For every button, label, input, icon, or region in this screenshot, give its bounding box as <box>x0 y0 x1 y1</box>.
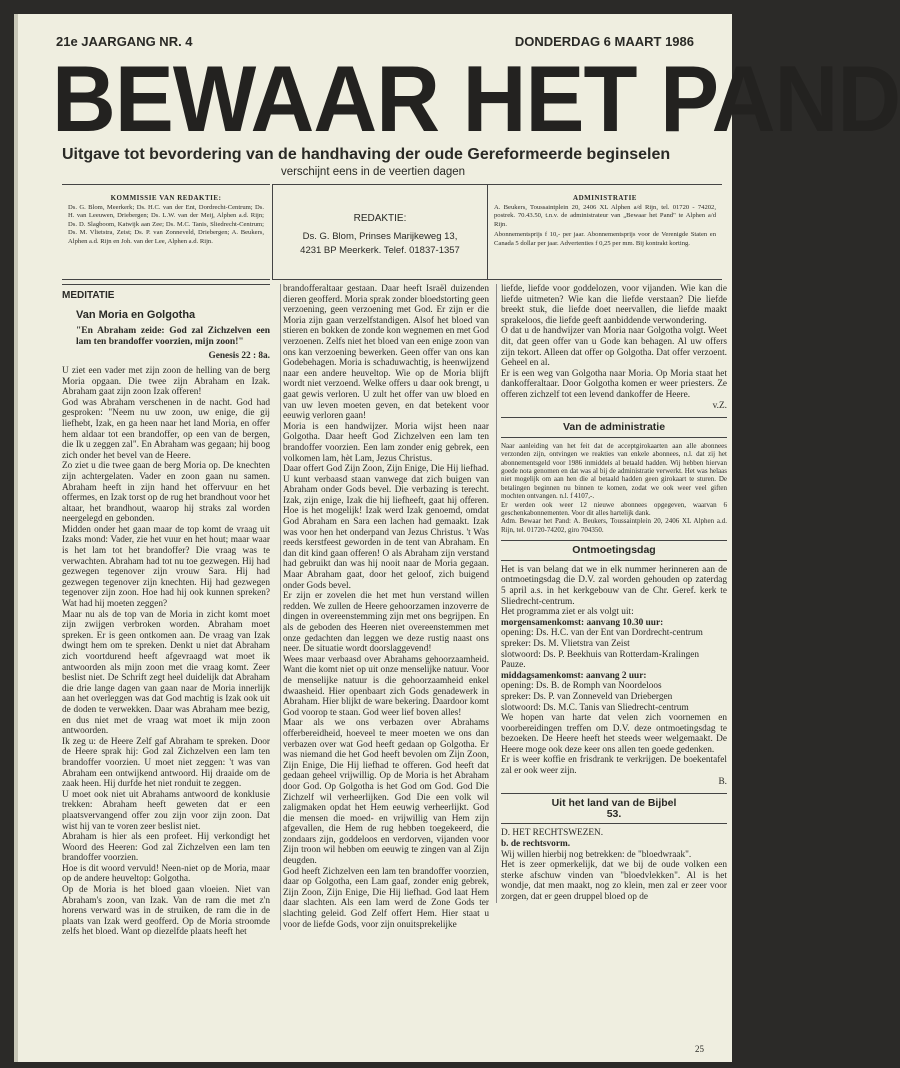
administratie-box <box>488 184 722 280</box>
program-intro: Het programma ziet er als volgt uit: <box>501 607 634 618</box>
meditatie-reference: Genesis 22 : 8a. <box>208 351 270 362</box>
ontmoetingsdag-intro: Het is van belang dat we in elk nummer herinneren aan de ontmoetingsdag die D.V. zal worden gehouden op zaterdag 5 april a.s. in het kerkgebouw van de Chr. Geref. kerk te Sliedrecht-centrum. <box>501 564 727 607</box>
paragraph: liefde, liefde voor goddelozen, voor vijanden. Wie kan die liefde uitmeten? Wie kan die liefde verstaan? Die liefde breekt stuk, die liefde doet neervallen, die liefde maakt sprakeloos, die liefde geeft aanbiddende verwondering. <box>501 284 727 326</box>
bijbel-heading: D. HET RECHTSWEZEN. <box>501 828 604 839</box>
redactie-title: REDAKTIE: <box>353 213 407 224</box>
admin-article-title: Van de administratie <box>501 417 727 438</box>
paragraph: U kunt verbaasd staan vanwege dat zich buigen van Abraham onder Gods bevel. Die verbazing is terecht. Izak, zijn enige, Izak die hij liefheeft, gaat hij offeren. Hoe is het mogelijk! Izak werd Izak genoemd, omdat God Abraham en Sara een lachen had gemaakt. Izak was voor hen het onderpand van Jezus Christus. 't Was reeds kerstfeest geworden in de tent van Abraham. En dan dit kind gaan offeren! O als Abraham zijn verstand had gebruikt dan was hij nooit naar de Moria gegaan. Maar Abraham gaat, door het geloof, zich buigend onder Gods bevel. <box>283 474 489 591</box>
admin-article-address: Adm. Bewaar het Pand: A. Beukers, Toussaintplein 20, 2406 XL Alphen a.d. Rijn, tel. 01720-74202, giro 704350. <box>501 517 727 534</box>
paragraph: Midden onder het gaan maar de top komt de vraag uit Izaks mond: Vader, zie het vuur en het hout; maar waar is het lam tot het brandoffer? Die vraag was te verwachten. Abraham had tot nu toe gezwegen. Hij had gezwegen tegenover zijn vrouw Sara. Hij had gezwegen tegenover zijn knechten. Hij had gezwegen tegenover zijn zoon. Hoe had hij ook kunnen spreken? Wat had hij moeten zeggen? <box>62 524 270 610</box>
column-1 <box>62 284 270 938</box>
newspaper-page <box>14 14 900 1062</box>
paragraph: Daar offert God Zijn Zoon, Zijn Enige, Die Hij liefhad. <box>283 464 489 475</box>
paragraph: Maar als we ons verbazen over Abrahams offerbereidheid, hoeveel te meer moeten we ons dan verbazen over wat God heeft gedaan op Golgotha. Er was niemand die het God heeft bevolen om Zijn Zoon, Zijn Enige, Die Hij liefhad te offeren. God heeft dat gedaan geheel vrijwillig. Op de Moria is het Abraham door God. Op Golgotha is het God om God. God Die Zichzelf wil verheerlijken. God Die een volk wil zaligmaken opdat het Hem eeuwig verheerlijkt. God die mensen die moed- en vrijwillig van Hem zijn afgevallen, die Hem de rug hebben toegekeerd, die zondaars zijn, goddeloos en verdorven, vijanden voor Zijn troon wil hebben om eeuwig te zingen van al Zijn deugden. <box>283 718 489 867</box>
meditatie-signature: v.Z. <box>712 400 727 411</box>
meditatie-section-label: MEDITATIE <box>62 284 270 302</box>
program-item: opening: Ds. B. de Romph van Noordeloos <box>501 681 662 692</box>
column-3 <box>496 284 727 903</box>
admin-article-text: Naar aanleiding van het feit dat de acceptgirokaarten aan alle abonnees verzonden zijn, ontvingen we reakties van enkele abonnees, n.l. dat zij het abonnementsgeld voor 1986 inmiddels al betaald hadden. Wij hebben hiervan goede nota genomen en dat was al bij de administratie verwerkt. Het was helaas niet mogelijk om aan hen die al betaald hadden geen girokaart te sturen. De betalingen beginnen nu binnen te komen, zodat we ook weer veel giften mochten ontvangen. n.l. f 4107,-. <box>501 441 727 501</box>
commissie-text: Ds. G. Blom, Meerkerk; Ds. H.C. van der Ent, Dordrecht-Centrum; Ds. H. van Leeuwen, Driebergen; Ds. L.W. van der Meij, Alphen a.d. Rijn; Ds. D. Slagboom, Katwijk aan Zee; Ds. M.C. Tanis, Sliedrecht-Centrum; Ds. M. Vlietstra, Zeist; Ds. P. van Zonneveld, Driebergen; A. Beukers, Alphen a.d. Rijn en Joh. van der Lee, Alphen a.d. Rijn. <box>68 204 264 245</box>
redactie-box <box>272 184 488 280</box>
program-afternoon <box>501 671 727 682</box>
paragraph: Ik zeg u: de Heere Zelf gaf Abraham te spreken. Door de Heere sprak hij: God zal Zichzelven een lam ten brandoffer voorzien. U moet niet zeggen: 't was van Abraham een ontwijkend antwoord. Hij draaide om de zaak heen. Hij durfde het niet ronduit te zeggen. <box>62 736 270 790</box>
ontmoetingsdag-title: Ontmoetingsdag <box>501 540 727 561</box>
paragraph: Zo ziet u die twee gaan de berg Moria op. De knechten zijn achtergelaten. Vader en zoon gaan nu samen. Abraham heeft in zijn hand het offervuur en het offermes, en Izak torst op de rug het brandhout voor het altaar, het brandhout, waarop hij straks zal worden neergelegd en gebonden. <box>62 461 270 525</box>
publication-frequency: verschijnt eens in de veertien dagen <box>280 166 466 178</box>
ontmoetingsdag-closing: We hopen van harte dat velen zich voornemen en voorbereidingen treffen om D.V. deze ontmoetingsdag te bezoeken. De Heere heeft het steeds weer welgemaakt. De Heere moge ook deze keer ons allen ten goede gedenken. <box>501 713 727 755</box>
issue-date: DONDERDAG 6 MAART 1986 <box>514 34 694 49</box>
program-morning-label: morgensamenkomst: aanvang 10.30 uur: <box>501 617 664 628</box>
meditatie-quote: "En Abraham zeide: God zal Zichzelven een lam ten brandoffer voorzien, mijn zoon!" <box>76 326 270 347</box>
redactie-line1: Ds. G. Blom, Prinses Marijkeweg 13, <box>302 231 458 242</box>
paragraph: Abraham is hier als een profeet. Hij verkondigt het Woord des Heeren: God zal Zichzelven een lam ten brandoffer voorzien. <box>62 832 270 864</box>
paragraph: U ziet een vader met zijn zoon de helling van de berg Moria opgaan. Die twee zijn Abraham en Izak. Abraham gaat zijn zoon Izak offeren! <box>62 365 270 398</box>
administratie-text: A. Beukers, Toussaintplein 20, 2406 XL Alphen a/d Rijn, tel. 01720 - 74202, postrek. 70.43.50, t.n.v. de administrateur van „Bewaar het Pand" te Alphen a/d Rijn. <box>494 204 716 228</box>
bijbel-subheading <box>501 839 727 850</box>
program-morning <box>501 618 727 629</box>
paragraph: Er is een weg van Golgotha naar Moria. Op Moria staat het dankofferaltaar. Door Golgotha komen er weer priesters. Ze offeren zichzelf tot een levend dankoffer de Heere. <box>501 368 727 400</box>
paragraph: God heeft Zichzelven een lam ten brandoffer voorzien, daar op Golgotha, een Lam gaaf, zonder enig gebrek, Zijn Zoon, Zijn Enige, Die Hij liefhad. God laat Hem daar slachten. Als een lam werd de Zone Gods ter slachting geleid. God Zelf offert Hem. Hier staat u voor de liefde Gods, voor zijn onuitsprekelijke <box>283 866 489 930</box>
paragraph: brandofferaltaar gestaan. Daar heeft Israël duizenden dieren geofferd. Moria sprak zonder bloedstorting geen verzoening, geen verzoening met God. Er zijn er die Moria zijn gaan verzelfstandigen. Alsof het bloed van stieren en bokken de zonde kon wegnemen en met God verzoenen. Zelfs niet het bloed van een enige zoon van ons kan verzoening bewerken. Geen offer van ons kan Godebehagen. Moria is schaduwachtig, is heenwijzend naar een andere heuveltop. Wie op de Moria blijft wordt niet verzoend. Welke offers u daar ook brengt, u gaat gewis verloren. U zult het offer van uw bloed en van uw leven moeten geven, en dat betekent voor eeuwig verloren gaan! <box>283 284 489 422</box>
paragraph: Er zijn er zovelen die het met hun verstand willen redden. We zullen de Heere gehoorzamen inzoverre de dingen in overeenstemming zijn met ons begrijpen. En als de geboden des Heeren niet overeenstemmen met onze gedachten dan leggen we deze rustig naast ons neer. De situatie wordt doorslaggevend! <box>283 591 489 655</box>
program-pause: Pauze. <box>501 660 526 671</box>
administratie-prices: Abonnementsprijs f 10,- per jaar. Abonnementsprijs voor de Verenigde Staten en Canada 5 dollar per jaar. Advertenties f 0,25 per mm. Bij kontrakt korting. <box>494 231 716 247</box>
paragraph: O dat u de handwijzer van Moria naar Golgotha volgt. Weet dit, dat geen offer van u Gode kan behagen. Al uw offers zijn tekort. Alleen dat offer op Golgotha. Dat offer verzoent. Geheel en al. <box>501 326 727 369</box>
meditatie-title: Van Moria en Golgotha <box>76 308 196 321</box>
paragraph: Moria is een handwijzer. Moria wijst heen naar Golgotha. Daar heeft God Zichzelven een lam ten brandoffer voorzien. Een lam zonder enig gebrek, een volkomen lam, hèt Lam, Jezus Christus. <box>283 421 489 464</box>
admin-article-text2: Er werden ook weer 12 nieuwe abonnees opgegeven, waarvan 6 geschenkabonnementen. Voor dit alles hartelijk dank. <box>501 500 727 517</box>
program-item: spreker: Ds. M. Vlietstra van Zeist <box>501 638 630 649</box>
paragraph: God was Abraham verschenen in de nacht. God had gesproken: "Neem nu uw zoon, uw enige, die gij liefhebt, Izak, en ga heen naar het land Moria, en offer hem aldaar tot een brandoffer, op een van de bergen, die Ik u zeggen zal". En Abraham was gegaan; hij boog zich onder het bevel van de Heere. <box>62 397 270 461</box>
program-afternoon-label: middagsamenkomst: aanvang 2 uur: <box>501 670 647 681</box>
program-item: slotwoord: Ds. M.C. Tanis van Sliedrecht-centrum <box>501 702 689 713</box>
paragraph: Op de Moria is het bloed gaan vloeien. Niet van Abraham's zoon, van Izak. Van de ram die met z'n horens verward was in de struiken, de ram die in de plaats van Izak werd geofferd. Op de Moria stroomde zelfs het bloed. Want op diezelfde plaats heeft het <box>62 885 270 938</box>
ontmoetingsdag-signature: B. <box>718 776 727 787</box>
masthead-subtitle: Uitgave tot bevordering van de handhaving der oude Gereformeerde beginselen <box>62 146 671 163</box>
program-item: spreker: Ds. P. van Zonneveld van Driebergen <box>501 691 673 702</box>
bijbel-title-block <box>501 793 727 824</box>
page-number: 25 <box>695 1044 704 1054</box>
program-item: slotwoord: Ds. P. Beekhuis van Rotterdam-Kralingen <box>501 649 700 660</box>
ontmoetingsdag-closing2: Er is weer koffie en frisdrank te verkrijgen. De boekentafel zal er ook weer zijn. <box>501 755 727 777</box>
paragraph: Maar nu als de top van de Moria in zicht komt moet zijn zwijgen verbroken worden. Abraham moet spreken. Er is geen ontkomen aan. De vraag van Izak dwingt hem om te spreken. Denkt u niet dat Abraham zich voortdurend heeft afgevraagd wat moet ik antwoorden als mijn zoon met die vraag komt. Zeer beslist niet. De Schrift zegt heel duidelijk dat Abraham die drie lange dagen van gaan naar de Moria innerlijk aan het overleggen was dat God machtig is Izak ook uit de doden te verwekken. Daar was Abraham mee bezig, en dus niet met de vraag wat moet ik mijn zoon antwoorden. <box>62 609 270 737</box>
paragraph: Het is zeer opmerkelijk, dat we bij de oude volken een sterke afschuw vinden van "bloedvlekken". Al is het wondje, dat men maakt, nog zo klein, men zal er zeer voor zorgen, dat er geen druppel bloed op de <box>501 860 727 902</box>
redactie-line2: 4231 BP Meerkerk. Telef. 01837-1357 <box>300 245 460 256</box>
paragraph: U moet ook niet uit Abrahams antwoord de konklusie trekken: Abraham heeft geweten dat er een plaatsvervangend offer zou zijn voor zijn zoon. Dat wist hij van te voren zeer beslist niet. <box>62 789 270 832</box>
paragraph: Wees maar verbaasd over Abrahams gehoorzaamheid. Want die komt niet op uit onze menselijke natuur. Voor de menselijke natuur is die gehoorzaamheid enkel dwaasheid. Hier openbaart zich Gods genadewerk in Abraham. Hier blijkt de ware bekering. Daardoor komt God voorop te staan. God weer lief boven alles! <box>283 654 489 718</box>
bijbel-number: 53. <box>606 807 622 820</box>
column-2 <box>280 284 489 930</box>
administratie-title: ADMINISTRATIE <box>573 194 637 202</box>
program-item: opening: Ds. H.C. van der Ent van Dordrecht-centrum <box>501 628 703 639</box>
commissie-box <box>62 184 270 280</box>
redactie-address <box>273 230 487 258</box>
commissie-title: KOMMISSIE VAN REDAKTIE: <box>110 194 222 202</box>
bijbel-title: Uit het land van de Bijbel <box>551 797 677 810</box>
bijbel-sub: b. de rechtsvorm. <box>501 839 571 850</box>
issue-number: 21e JAARGANG NR. 4 <box>56 34 193 49</box>
paragraph: Wij willen hierbij nog betrekken: de "bloedwraak". <box>501 849 692 860</box>
paragraph: Hoe is dit woord vervuld! Neen-niet op de Moria, maar op de andere heuveltop: Golgotha. <box>62 863 270 885</box>
masthead-title: BEWAAR HET PAND <box>52 46 900 151</box>
